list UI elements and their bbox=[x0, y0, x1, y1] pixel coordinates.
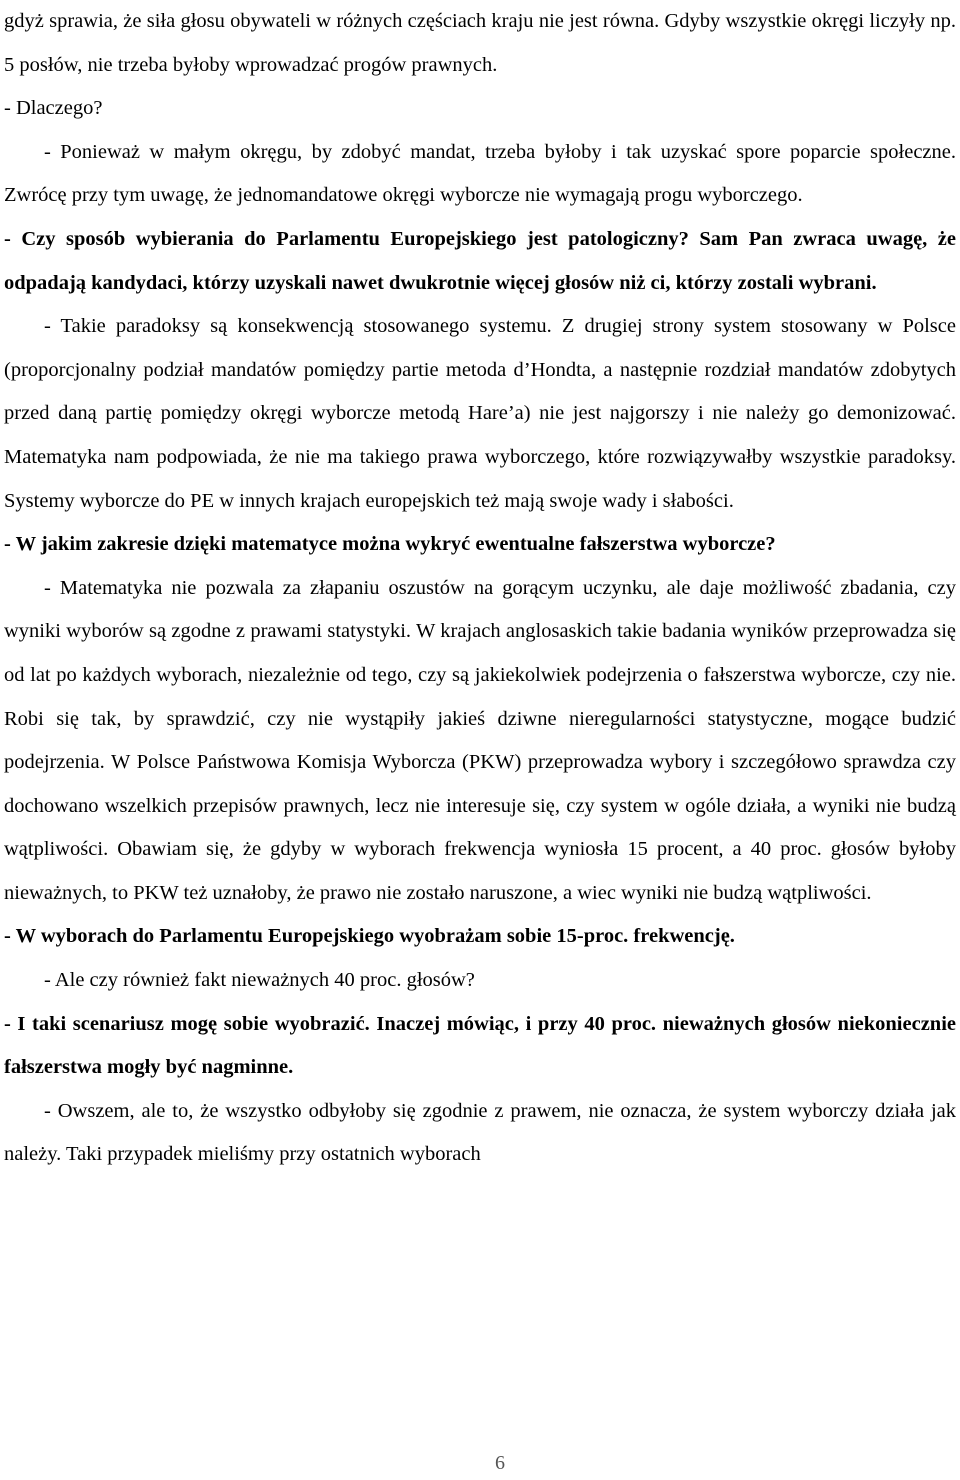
paragraph-continuation: gdyż sprawia, że siła głosu obywateli w różnych częściach kraju nie jest równa. Gdyby wszystkie okręgi liczyły np. 5 posłów, nie trzeba byłoby wprowadzać progów prawnych. bbox=[4, 10, 956, 76]
page-number: 6 bbox=[495, 1452, 505, 1474]
paragraph-answer: - Ale czy również fakt nieważnych 40 proc. głosów? bbox=[44, 969, 475, 992]
paragraph-answer: - Takie paradoksy są konsekwencją stosowanego systemu. Z drugiej strony system stosowany w Polsce (proporcjonalny podział mandatów pomiędzy partie metoda d’Hondta, a następnie rozdział mandatów zdobytych przed daną partię pomiędzy okręgi wyborcze metodą Hare’a) nie jest najgorszy i nie należy go demonizować. Matematyka nam podpowiada, że nie ma takiego prawa wyborczego, które rozwiązywałby wszystkie paradoksy. Systemy wyborcze do PE w innych krajach europejskich też mają swoje wady i słabości. bbox=[4, 315, 956, 512]
interview-text bbox=[4, 0, 956, 1177]
paragraph-question-short: - Dlaczego? bbox=[4, 97, 103, 120]
paragraph-answer: - Ponieważ w małym okręgu, by zdobyć mandat, trzeba byłoby i tak uzyskać spore poparcie społeczne. Zwrócę przy tym uwagę, że jednomandatowe okręgi wyborcze nie wymagają progu wyborczego. bbox=[4, 140, 956, 207]
paragraph-question: - I taki scenariusz mogę sobie wyobrazić. Inaczej mówiąc, i przy 40 proc. nieważnych głosów niekoniecznie fałszerstwa mogły być nagminne. bbox=[4, 1012, 956, 1079]
paragraph-question: - W wyborach do Parlamentu Europejskiego wyobrażam sobie 15-proc. frekwencję. bbox=[4, 925, 735, 948]
paragraph-question: - W jakim zakresie dzięki matematyce można wykryć ewentualne fałszerstwa wyborcze? bbox=[4, 533, 776, 556]
paragraph-question: - Czy sposób wybierania do Parlamentu Europejskiego jest patologiczny? Sam Pan zwraca uwagę, że odpadają kandydaci, którzy uzyskali nawet dwukrotnie więcej głosów niż ci, którzy zostali wybrani. bbox=[4, 227, 956, 294]
paragraph-answer: - Owszem, ale to, że wszystko odbyłoby się zgodnie z prawem, nie oznacza, że system wyborczy działa jak należy. Taki przypadek mieliśmy przy ostatnich wyborach bbox=[4, 1099, 956, 1166]
paragraph-answer: - Matematyka nie pozwala za złapaniu oszustów na gorącym uczynku, ale daje możliwość zbadania, czy wyniki wyborów są zgodne z prawami statystyki. W krajach anglosaskich takie badania wyników przeprowadza się od lat po każdych wyborach, niezależnie od tego, czy są jakiekolwiek podejrzenia o fałszerstwa wyborcze, czy nie. Robi się tak, by sprawdzić, czy nie wystąpiły jakieś dziwne nieregularności statystyczne, mogące budzić podejrzenia. W Polsce Państwowa Komisja Wyborcza (PKW) przeprowadza wybory i szczegółowo sprawdza czy dochowano wszelkich przepisów prawnych, lecz nie interesuje się, czy system w ogóle działa, a wyniki nie budzą wątpliwości. Obawiam się, że gdyby w wyborach frekwencja wyniosła 15 procent, a 40 proc. głosów byłoby nieważnych, to PKW też uznałoby, że prawo nie zostało naruszone, a wiec wyniki nie budzą wątpliwości. bbox=[4, 576, 956, 904]
